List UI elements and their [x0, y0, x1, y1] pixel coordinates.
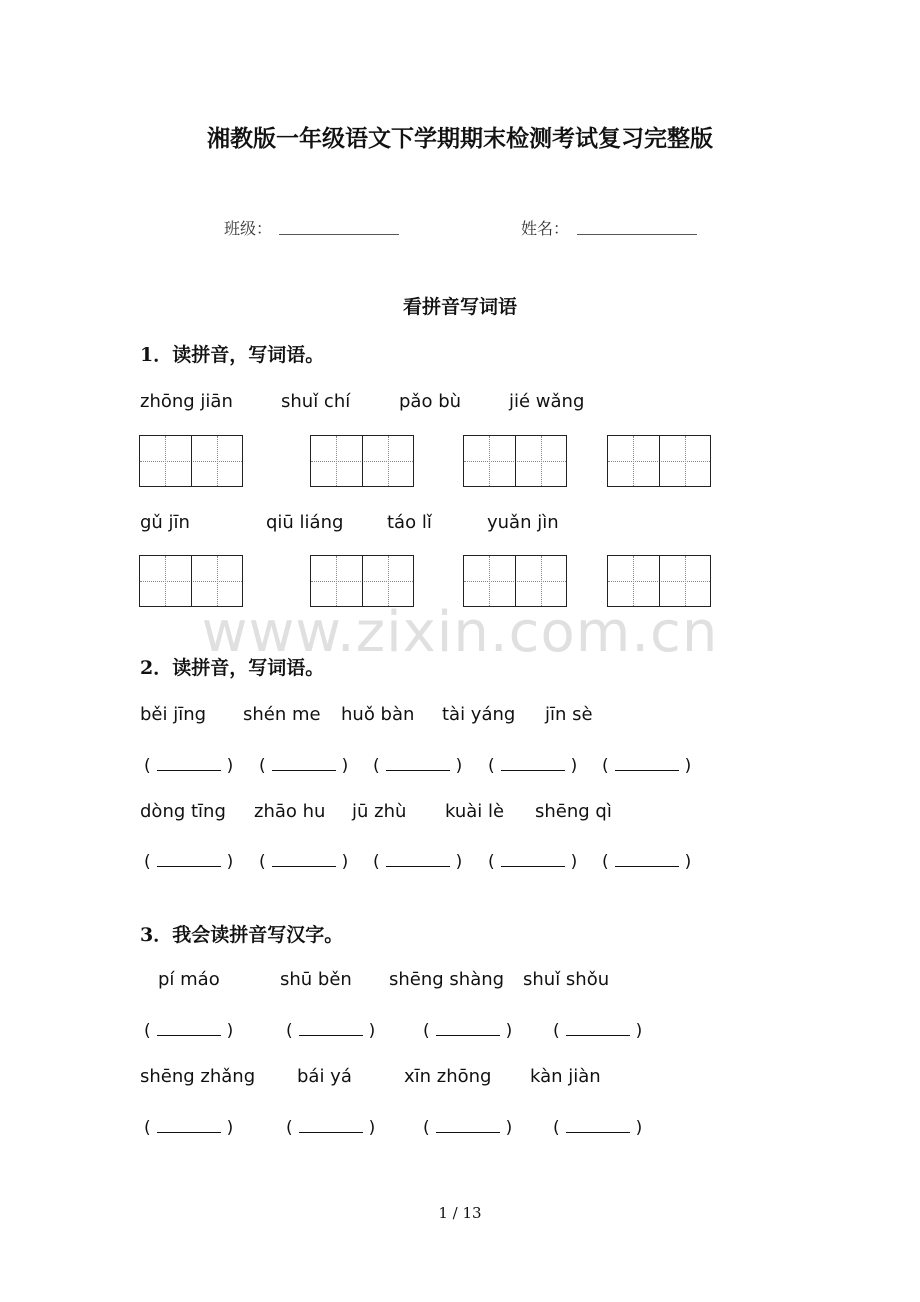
q3-pinyin: xīn zhōng	[404, 1066, 492, 1087]
document-title: 湘教版一年级语文下学期期末检测考试复习完整版	[207, 125, 713, 152]
answer-line	[157, 1116, 221, 1133]
q2-pinyin: huǒ bàn	[341, 704, 415, 725]
paren-open: (	[423, 1021, 430, 1041]
q1-pinyin: pǎo bù	[399, 391, 462, 412]
paren-open: (	[553, 1118, 560, 1138]
answer-line	[157, 1019, 221, 1036]
paren-open: (	[144, 852, 151, 872]
answer-blank[interactable]	[144, 1116, 233, 1138]
name-label: 姓名：	[521, 219, 570, 238]
paren-close: )	[570, 852, 578, 872]
writing-grid[interactable]	[607, 435, 711, 487]
answer-line	[436, 1116, 500, 1133]
answer-line	[299, 1019, 363, 1036]
q2-pinyin: zhāo hu	[254, 801, 326, 822]
answer-blank[interactable]	[373, 754, 462, 776]
paren-open: (	[553, 1021, 560, 1041]
answer-line	[157, 754, 221, 771]
class-blank	[279, 234, 399, 235]
q3-pinyin: kàn jiàn	[530, 1066, 601, 1087]
q2-pinyin: tài yáng	[442, 704, 516, 725]
paren-open: (	[602, 756, 609, 776]
q2-heading: 2．读拼音，写词语。	[140, 657, 325, 679]
paren-open: (	[602, 852, 609, 872]
paren-close: )	[570, 756, 578, 776]
paren-open: (	[373, 756, 380, 776]
answer-blank[interactable]	[286, 1116, 375, 1138]
q1-pinyin: jié wǎng	[509, 391, 585, 412]
answer-blank[interactable]	[553, 1019, 642, 1041]
paren-open: (	[488, 756, 495, 776]
answer-blank[interactable]	[488, 850, 577, 872]
q2-pinyin: jū zhù	[352, 801, 407, 822]
q2-pinyin: jīn sè	[545, 704, 593, 725]
paren-close: )	[341, 852, 349, 872]
q3-heading: 3．我会读拼音写汉字。	[140, 924, 344, 946]
answer-line	[272, 850, 336, 867]
paren-open: (	[144, 756, 151, 776]
class-label: 班级：	[224, 219, 273, 238]
paren-close: )	[226, 756, 234, 776]
q1-pinyin: gǔ jīn	[140, 512, 190, 533]
q3-pinyin: shēng shàng	[389, 969, 505, 990]
paren-close: )	[341, 756, 349, 776]
writing-grid[interactable]	[310, 435, 414, 487]
paren-close: )	[684, 852, 692, 872]
paren-close: )	[368, 1021, 376, 1041]
name-blank	[577, 234, 697, 235]
paren-close: )	[455, 756, 463, 776]
q3-pinyin: shū běn	[280, 969, 352, 990]
answer-blank[interactable]	[488, 754, 577, 776]
answer-blank[interactable]	[144, 1019, 233, 1041]
q2-pinyin: shén me	[243, 704, 321, 725]
answer-line	[566, 1019, 630, 1036]
paren-close: )	[368, 1118, 376, 1138]
answer-blank[interactable]	[259, 754, 348, 776]
answer-line	[566, 1116, 630, 1133]
paren-close: )	[226, 1118, 234, 1138]
answer-blank[interactable]	[286, 1019, 375, 1041]
paren-close: )	[684, 756, 692, 776]
answer-blank[interactable]	[553, 1116, 642, 1138]
answer-blank[interactable]	[144, 850, 233, 872]
paren-close: )	[635, 1118, 643, 1138]
paren-open: (	[286, 1021, 293, 1041]
paren-open: (	[488, 852, 495, 872]
q2-pinyin: kuài lè	[445, 801, 505, 822]
answer-line	[386, 850, 450, 867]
answer-line	[157, 850, 221, 867]
paren-open: (	[373, 852, 380, 872]
paren-open: (	[259, 852, 266, 872]
answer-blank[interactable]	[144, 754, 233, 776]
paren-close: )	[226, 1021, 234, 1041]
paren-close: )	[505, 1118, 513, 1138]
answer-line	[501, 754, 565, 771]
answer-blank[interactable]	[259, 850, 348, 872]
paren-open: (	[259, 756, 266, 776]
q1-pinyin: táo lǐ	[387, 512, 432, 533]
answer-blank[interactable]	[373, 850, 462, 872]
answer-blank[interactable]	[602, 754, 691, 776]
paren-close: )	[635, 1021, 643, 1041]
q1-pinyin: qiū liáng	[266, 512, 344, 533]
answer-line	[501, 850, 565, 867]
q2-pinyin: běi jīng	[140, 704, 207, 725]
q1-heading: 1．读拼音，写词语。	[140, 344, 325, 366]
q1-pinyin: zhōng jiān	[140, 391, 233, 412]
answer-line	[436, 1019, 500, 1036]
paren-close: )	[505, 1021, 513, 1041]
q3-pinyin: bái yá	[297, 1066, 352, 1087]
watermark: www.zixin.com.cn	[201, 600, 719, 665]
writing-grid[interactable]	[139, 435, 243, 487]
q3-pinyin: pí máo	[158, 969, 220, 990]
q2-pinyin: dòng tīng	[140, 801, 226, 822]
page-number: 1 / 13	[438, 1204, 482, 1222]
answer-blank[interactable]	[423, 1116, 512, 1138]
paren-open: (	[144, 1118, 151, 1138]
q1-pinyin: yuǎn jìn	[487, 512, 559, 533]
paren-open: (	[423, 1118, 430, 1138]
paren-open: (	[144, 1021, 151, 1041]
paren-open: (	[286, 1118, 293, 1138]
q3-pinyin: shēng zhǎng	[140, 1066, 256, 1087]
section-title: 看拼音写词语	[402, 296, 517, 318]
answer-line	[299, 1116, 363, 1133]
paren-close: )	[226, 852, 234, 872]
writing-grid[interactable]	[463, 435, 567, 487]
q2-pinyin: shēng qì	[535, 801, 612, 822]
answer-line	[386, 754, 450, 771]
q3-pinyin: shuǐ shǒu	[523, 969, 610, 990]
q1-pinyin: shuǐ chí	[281, 391, 351, 412]
answer-line	[615, 850, 679, 867]
answer-line	[272, 754, 336, 771]
answer-line	[615, 754, 679, 771]
answer-blank[interactable]	[602, 850, 691, 872]
paren-close: )	[455, 852, 463, 872]
answer-blank[interactable]	[423, 1019, 512, 1041]
